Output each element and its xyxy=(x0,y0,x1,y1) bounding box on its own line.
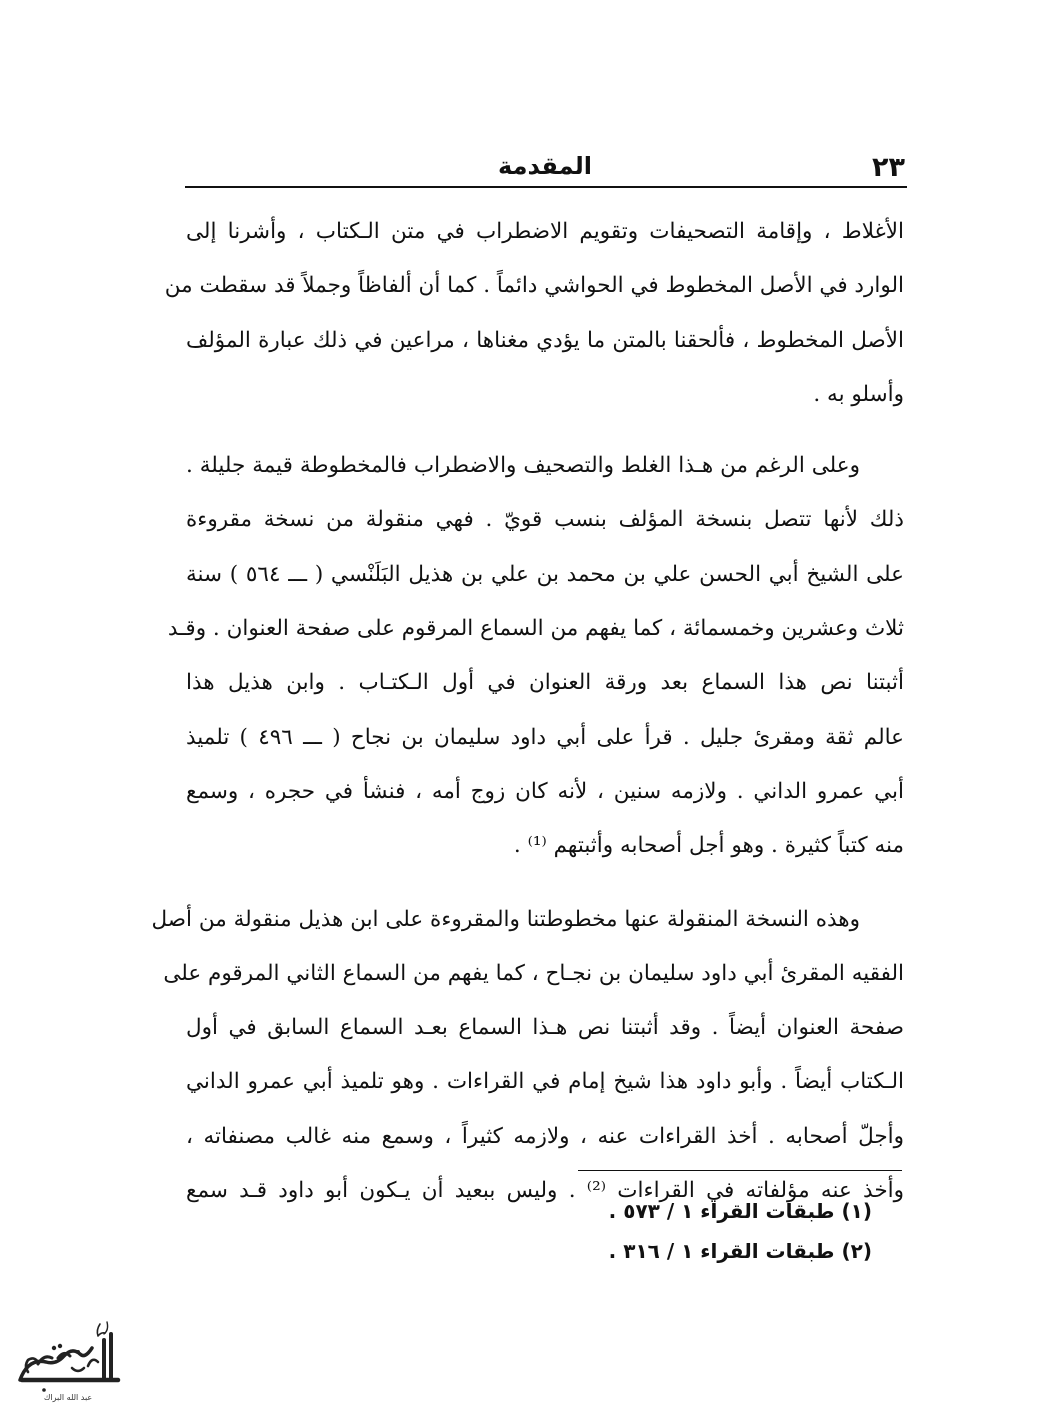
text-line: على الشيخ أبي الحسن علي بن محمد بن علي بن هذيل البَلَنْسي ( ـــ ٥٦٤ ) سنة xyxy=(186,561,904,587)
paragraph xyxy=(164,205,904,422)
text-line: الفقيه المقرئ أبي داود سليمان بن نجـاح ، كما يفهم من السماع الثاني المرقوم على xyxy=(163,960,904,986)
text-line: منه كتباً كثيرة . وهو أجل أصحابه وأثبتهم ⁽¹⁾ . xyxy=(513,833,904,859)
running-title: المقدمة xyxy=(498,152,592,180)
text-line: الأصل المخطوط ، فألحقنا بالمتن ما يؤدي مغناها ، مراعين في ذلك عبارة المؤلف xyxy=(186,327,904,353)
text-line: وعلى الرغم من هـذا الغلط والتصحيف والاضطراب فالمخطوطة قيمة جليلة . xyxy=(186,453,860,479)
page-header xyxy=(185,150,905,186)
paragraph xyxy=(167,439,904,873)
text-line: صفحة العنوان أيضاً . وقد أثبتنا نص هـذا السماع بعـد السماع السابق في أول xyxy=(186,1015,904,1041)
footnote: (١) طبقات القراء ١ / ٥٧٣ . xyxy=(608,1199,872,1223)
calligraphy-stamp-logo xyxy=(8,1318,126,1408)
text-line: ذلك لأنها تتصل بنسخة المؤلف بنسب قويّ . فهي منقولة من نسخة مقروءة xyxy=(186,507,904,533)
text-line: الـكتاب أيضاً . وأبو داود هذا شيخ إمام في القراءات . وهو تلميذ أبي عمرو الداني xyxy=(186,1069,904,1095)
header-rule xyxy=(185,186,907,188)
text-line: وهذه النسخة المنقولة عنها مخطوطتنا والمقروءة على ابن هذيل منقولة من أصل xyxy=(151,906,860,932)
stamp-subtext: عبد الله البراك xyxy=(43,1393,93,1402)
main-text xyxy=(151,205,904,1218)
text-line: ثلاث وعشرين وخمسمائة ، كما يفهم من السماع المرقوم على صفحة العنوان . وقـد xyxy=(167,616,904,642)
text-line: وأخذ عنه مؤلفاته في القراءات ⁽²⁾ . وليس ببعيد أن يـكون أبو داود قـد سمع xyxy=(186,1178,904,1204)
text-line: وأجلّ أصحابه . أخذ القراءات عنه ، ولازمه كثيراً ، وسمع منه غالب مصنفاته ، xyxy=(186,1123,904,1149)
footnote-rule xyxy=(578,1170,902,1171)
text-line: أبي عمرو الداني . ولازمه سنين ، لأنه كان زوج أمه ، فنشأ في حجره ، وسمع xyxy=(186,778,904,804)
text-line: وأسلو به . xyxy=(813,381,904,407)
text-line: الأغلاط ، وإقامة التصحيفات وتقويم الاضطراب في متن الـكتاب ، وأشرنا إلى xyxy=(186,219,904,244)
footnote: (٢) طبقات القراء ١ / ٣١٦ . xyxy=(608,1239,872,1263)
text-line: الوارد في الأصل المخطوط في الحواشي دائماً . كما أن ألفاظاً وجملاً قد سقطت من xyxy=(164,273,904,299)
text-line: عالم ثقة ومقرئ جليل . قرأ على أبي داود سليمان بن نجاح ( ـــ ٤٩٦ ) تلميذ xyxy=(186,724,904,750)
stamp-calligraphy-icon xyxy=(8,1318,126,1408)
footnotes xyxy=(542,1191,872,1271)
page-number: ٢٣ xyxy=(872,152,905,183)
text-line: أثبتنا نص هذا السماع بعد ورقة العنوان في أول الـكتـاب . وابن هذيل هذا xyxy=(186,670,904,696)
